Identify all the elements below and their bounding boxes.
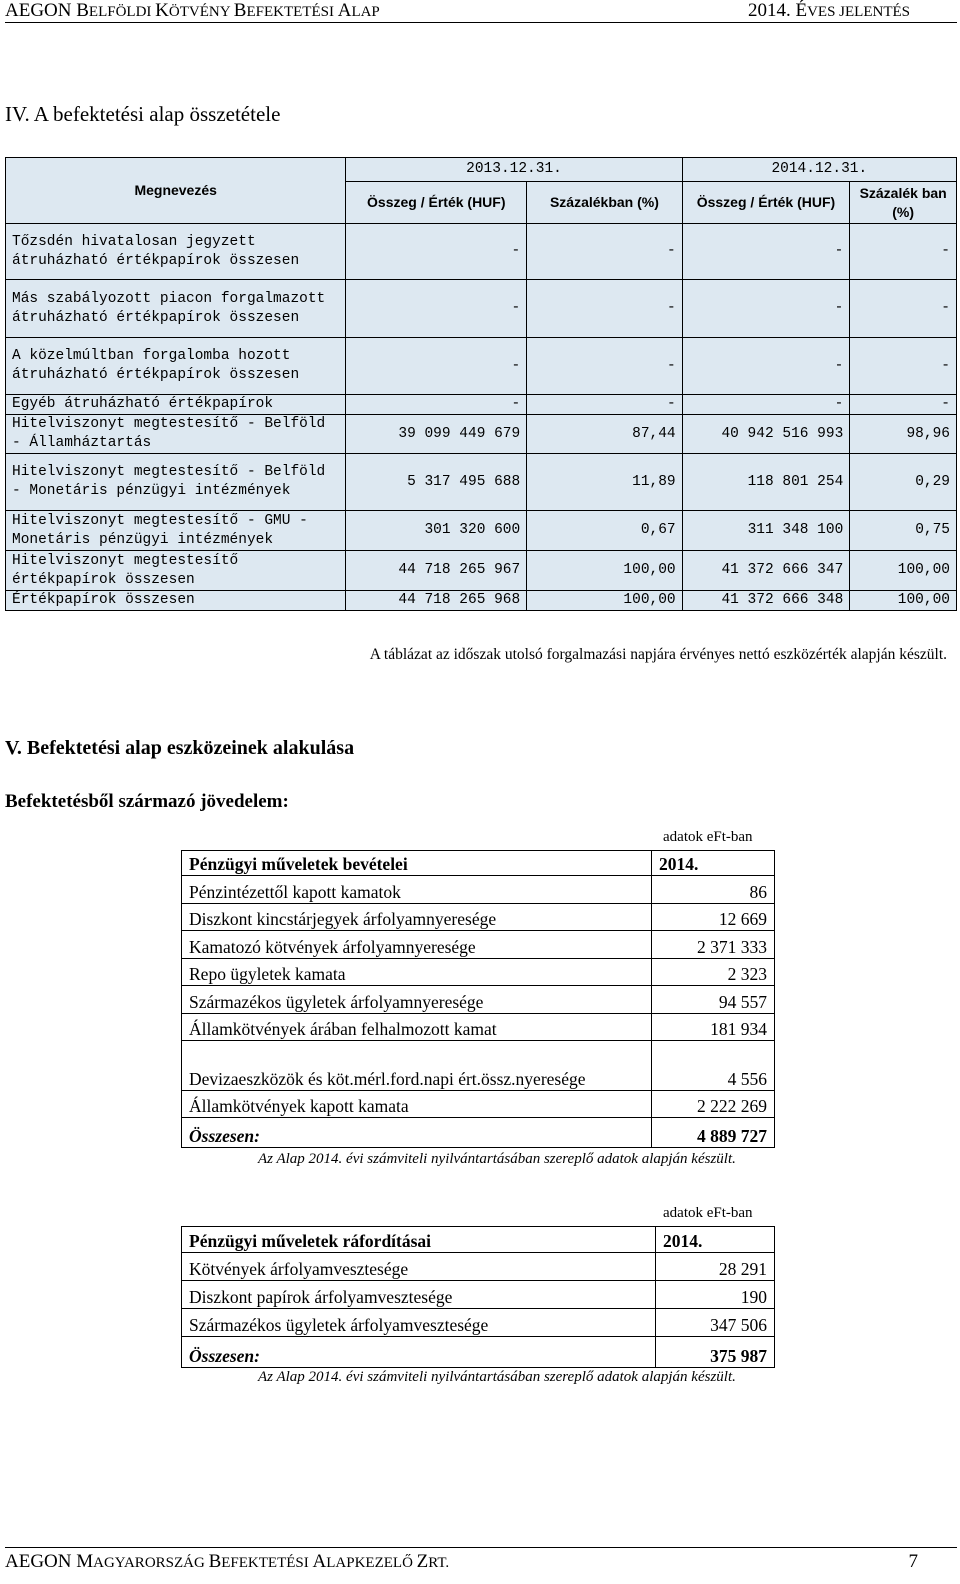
running-header-left: AEGON BELFÖLDI KÖTVÉNY BEFEKTETÉSI ALAP bbox=[5, 0, 380, 21]
table-row: Kamatozó kötvények árfolyamnyeresége 2 371 333 bbox=[182, 931, 775, 959]
pct1-header: Százalékban (%) bbox=[527, 182, 682, 224]
value1-header: Összeg / Érték (HUF) bbox=[346, 182, 527, 224]
section-5-title: V. Befektetési alap eszközeinek alakulása bbox=[5, 737, 355, 759]
income-unit: adatok eFt-ban bbox=[663, 829, 753, 845]
table-row: Hitelviszonyt megtestesítő értékpapírok összesen 44 718 265 967 100,00 41 372 666 347 100,00 bbox=[6, 551, 957, 591]
table-row: Származékos ügyletek árfolyamvesztesége 347 506 bbox=[182, 1309, 775, 1337]
composition-footnote: A táblázat az időszak utolsó forgalmazási napjára érvényes nettó eszközérték alapján készült. bbox=[369, 646, 947, 663]
table-row-total: Értékpapírok összesen 44 718 265 968 100,00 41 372 666 348 100,00 bbox=[6, 591, 957, 611]
footer-rule bbox=[5, 1547, 957, 1548]
expense-note: Az Alap 2014. évi számviteli nyilvántartásában szereplő adatok alapján készült. bbox=[258, 1369, 736, 1385]
date2-header: 2014.12.31. bbox=[682, 158, 956, 182]
table-row: Hitelviszonyt megtestesítő - Belföld - Államháztartás 39 099 449 679 87,44 40 942 516 993 98,96 bbox=[6, 415, 957, 454]
col-name-header: Megnevezés bbox=[6, 158, 346, 224]
table-row: Származékos ügyletek árfolyamnyeresége 94 557 bbox=[182, 986, 775, 1014]
income-note: Az Alap 2014. évi számviteli nyilvántartásában szereplő adatok alapján készült. bbox=[258, 1151, 736, 1167]
pct2-header: Százalék ban (%) bbox=[850, 182, 957, 224]
income-table bbox=[181, 850, 775, 1148]
section-4-title: IV. A befektetési alap összetétele bbox=[5, 102, 281, 126]
header-rule bbox=[5, 22, 957, 23]
table-row: Diszkont kincstárjegyek árfolyamnyeresége 12 669 bbox=[182, 904, 775, 931]
page-number: 7 bbox=[908, 1551, 918, 1572]
table-row: Hitelviszonyt megtestesítő - GMU - Monetáris pénzügyi intézmények 301 320 600 0,67 311 348 100 0,75 bbox=[6, 511, 957, 551]
income-subtitle: Befektetésből származó jövedelem: bbox=[5, 791, 289, 812]
expense-unit: adatok eFt-ban bbox=[663, 1205, 753, 1221]
table-row: Diszkont papírok árfolyamvesztesége 190 bbox=[182, 1281, 775, 1309]
date1-header: 2013.12.31. bbox=[346, 158, 682, 182]
table-row: Kötvények árfolyamvesztesége 28 291 bbox=[182, 1253, 775, 1281]
composition-table bbox=[5, 157, 957, 611]
running-header-right: 2014. ÉVES JELENTÉS bbox=[747, 0, 910, 21]
table-row: Egyéb átruházható értékpapírok - - - - bbox=[6, 395, 957, 415]
table-row: Pénzintézettől kapott kamatok 86 bbox=[182, 876, 775, 904]
income-head-row: Pénzügyi műveletek bevételei 2014. bbox=[182, 851, 775, 876]
table-row: Államkötvények kapott kamata 2 222 269 bbox=[182, 1091, 775, 1118]
table-row: Hitelviszonyt megtestesítő - Belföld - Monetáris pénzügyi intézmények 5 317 495 688 11,89 118 801 254 0,29 bbox=[6, 454, 957, 511]
table-row: Államkötvények árában felhalmozott kamat 181 934 bbox=[182, 1014, 775, 1041]
expense-head-row: Pénzügyi műveletek ráfordításai 2014. bbox=[182, 1227, 775, 1253]
table-row: Tőzsdén hivatalosan jegyzett átruházható értékpapírok összesen - - - - bbox=[6, 224, 957, 280]
table-row: A közelmúltban forgalomba hozott átruházható értékpapírok összesen - - - - bbox=[6, 338, 957, 395]
expense-total-row: Összesen: 375 987 bbox=[182, 1337, 775, 1368]
table-row: Más szabályozott piacon forgalmazott átruházható értékpapírok összesen - - - - bbox=[6, 280, 957, 338]
table-row: Repo ügyletek kamata 2 323 bbox=[182, 959, 775, 986]
expense-table bbox=[181, 1226, 775, 1368]
table-row: Devizaeszközök és köt.mérl.ford.napi ért.össz.nyeresége 4 556 bbox=[182, 1041, 775, 1091]
value2-header: Összeg / Érték (HUF) bbox=[682, 182, 850, 224]
income-total-row: Összesen: 4 889 727 bbox=[182, 1118, 775, 1148]
running-footer-left: AEGON MAGYARORSZÁG BEFEKTETÉSI ALAPKEZELŐ ZRT. bbox=[5, 1551, 450, 1572]
